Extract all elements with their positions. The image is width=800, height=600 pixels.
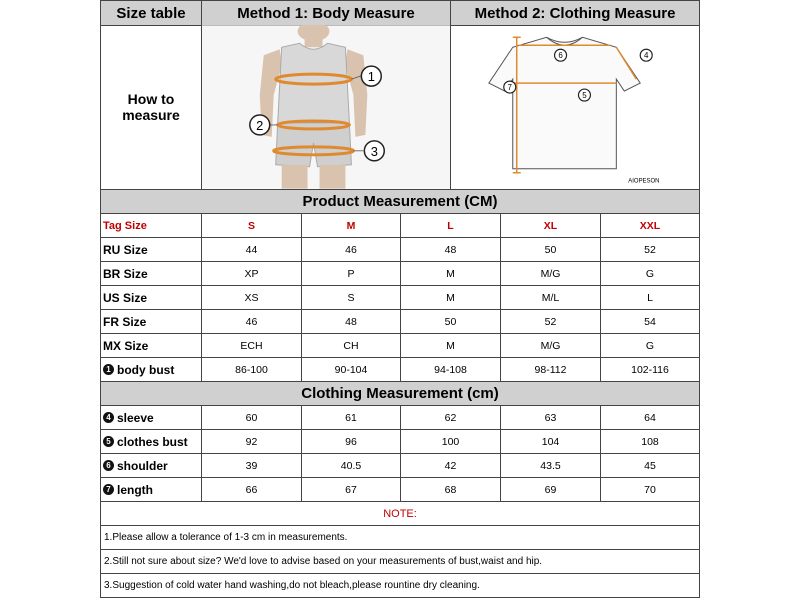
clothing-value: 60 [201,406,301,429]
clothing-value: 43.5 [500,454,600,477]
note-1: 1.Please allow a tolerance of 1-3 cm in measurements. [104,532,348,543]
clothing-label-text: clothes bust [117,434,188,449]
note-row-2 [100,550,700,574]
product-value: 54 [600,310,699,333]
clothing-value: 66 [201,478,301,501]
clothing-value: 67 [301,478,400,501]
product-label-text: US Size [103,290,148,305]
marker-6 [555,49,567,61]
tag-size-xxl: XXL [600,214,699,237]
clothing-value: 108 [600,430,699,453]
product-value: 98-112 [500,358,600,381]
marker-badge: 4 [103,412,114,423]
product-label [101,358,201,381]
clothing-value: 69 [500,478,600,501]
marker-7 [504,81,516,93]
clothing-section-title: Clothing Measurement (cm) [100,382,700,406]
clothing-value: 40.5 [301,454,400,477]
tag-size-xl: XL [500,214,600,237]
clothing-value: 61 [301,406,400,429]
product-section-title: Product Measurement (CM) [100,190,700,214]
product-label-text: MX Size [103,338,149,353]
header-method-2: Method 2: Clothing Measure [450,1,699,25]
product-value: 46 [201,310,301,333]
product-value: XS [201,286,301,309]
product-value: 48 [400,238,500,261]
clothing-label [101,406,201,429]
marker-badge: 1 [103,364,114,375]
clothing-measure-illustration [450,25,699,189]
svg-text:2: 2 [256,117,264,133]
product-value: M [400,334,500,357]
product-value: 46 [301,238,400,261]
product-label-text: RU Size [103,242,148,257]
svg-text:6: 6 [558,51,563,61]
product-value: 102-116 [600,358,699,381]
product-value: ECH [201,334,301,357]
product-row [100,310,700,334]
product-value: L [600,286,699,309]
illustration-row [100,25,700,190]
product-value: 94-108 [400,358,500,381]
header-method-1: Method 1: Body Measure [201,1,450,25]
product-row [100,262,700,286]
product-label [101,334,201,357]
size-chart [100,0,700,600]
product-row [100,334,700,358]
product-label [101,286,201,309]
marker-badge: 6 [103,460,114,471]
clothing-value: 100 [400,430,500,453]
note-title-row [100,502,700,526]
product-value: P [301,262,400,285]
marker-5 [578,89,590,101]
product-row [100,286,700,310]
clothing-value: 96 [301,430,400,453]
marker-3 [364,141,384,161]
clothing-value: 39 [201,454,301,477]
marker-4 [640,49,652,61]
product-value: 50 [400,310,500,333]
product-value: 52 [600,238,699,261]
marker-2 [250,115,270,135]
product-value: 52 [500,310,600,333]
clothing-value: 45 [600,454,699,477]
product-value: M/L [500,286,600,309]
clothing-value: 104 [500,430,600,453]
svg-text:7: 7 [507,83,512,93]
clothing-label [101,454,201,477]
product-value: 44 [201,238,301,261]
product-row [100,238,700,262]
svg-text:3: 3 [370,143,378,159]
clothing-label [101,478,201,501]
header-row [100,0,700,26]
svg-text:5: 5 [582,91,587,101]
product-label [101,238,201,261]
product-value: M [400,286,500,309]
product-value: S [301,286,400,309]
tag-size-s: S [201,214,301,237]
svg-text:1: 1 [367,69,375,85]
how-to-measure-label: How to measure [122,91,180,123]
product-label-text: body bust [117,362,175,377]
clothing-value: 64 [600,406,699,429]
tag-size-l: L [400,214,500,237]
marker-badge: 7 [103,484,114,495]
clothing-value: 62 [400,406,500,429]
clothing-value: 42 [400,454,500,477]
tag-size-label: Tag Size [103,219,147,232]
clothing-label-text: shoulder [117,458,168,473]
clothing-row [100,430,700,454]
product-label-text: BR Size [103,266,148,281]
clothing-value: 92 [201,430,301,453]
product-value: M [400,262,500,285]
product-value: 90-104 [301,358,400,381]
clothing-label-text: length [117,482,153,497]
product-label [101,310,201,333]
svg-text:4: 4 [643,51,649,61]
product-label [101,262,201,285]
product-value: CH [301,334,400,357]
tag-size-row [100,214,700,238]
clothing-value: 63 [500,406,600,429]
header-size-table: Size table [101,1,201,25]
note-3: 3.Suggestion of cold water hand washing,do not bleach,please rountine dry cleaning. [104,580,480,591]
clothing-row [100,478,700,502]
note-title: NOTE: [383,507,417,520]
tshirt-image [451,25,699,189]
product-row [100,358,700,382]
product-value: M/G [500,334,600,357]
clothing-label [101,430,201,453]
marker-badge: 5 [103,436,114,447]
brand-text: AIOPESON [628,178,660,185]
note-row-1 [100,526,700,550]
product-value: XP [201,262,301,285]
body-figure-image [202,25,450,189]
product-value: M/G [500,262,600,285]
note-row-3 [100,574,700,598]
clothing-row [100,454,700,478]
product-value: G [600,262,699,285]
clothing-row [100,406,700,430]
note-2: 2.Still not sure about size? We'd love to advise based on your measurements of bust,waist and hip. [104,556,543,567]
product-label-text: FR Size [103,314,147,329]
body-measure-illustration [201,25,450,189]
product-value: 86-100 [201,358,301,381]
tag-size-m: M [301,214,400,237]
product-value: G [600,334,699,357]
clothing-value: 70 [600,478,699,501]
product-value: 48 [301,310,400,333]
product-value: 50 [500,238,600,261]
marker-1 [361,66,381,86]
clothing-label-text: sleeve [117,410,154,425]
clothing-value: 68 [400,478,500,501]
